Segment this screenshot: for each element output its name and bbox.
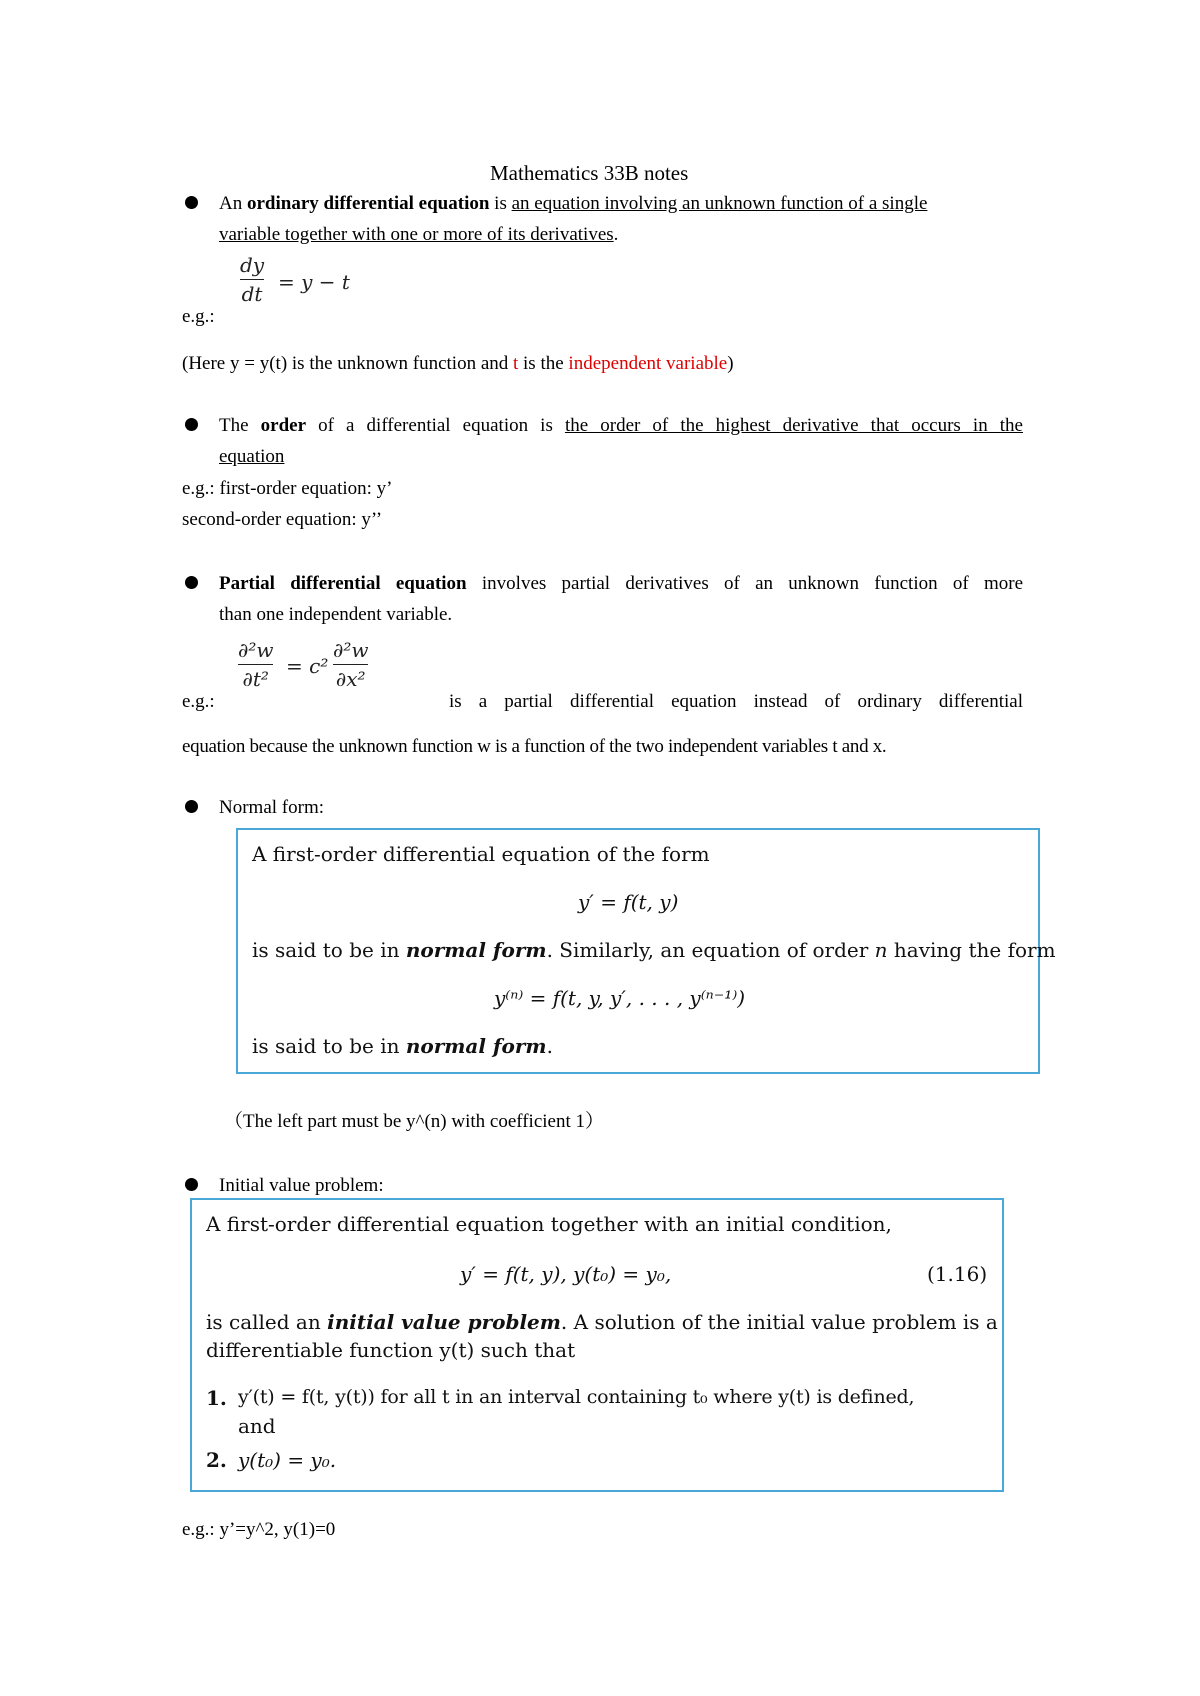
normal-form-heading: Normal form: [219,797,325,818]
ivp-item1-line1: y′(t) = f(t, y(t)) for all t in an interval containing t₀ where y(t) is defined, [238,1386,915,1408]
normal-form-definition-box [236,828,1056,1074]
ivp-equation: y′ = f(t, y), y(t₀) = y₀, [460,1262,672,1286]
bullet-icon [185,418,198,431]
bullet-icon [185,800,198,813]
ivp-item1-number: 1. [206,1386,227,1410]
ivp-box-line2: is called an initial value problem. A solution of the initial value problem is a [206,1310,998,1334]
ode-note: (Here y = y(t) is the unknown function and t is the independent variable) [182,353,734,374]
ode-eg-label: e.g.: [182,306,215,327]
ivp-item2-number: 2. [206,1448,227,1472]
normal-form-note: （The left part must be y^(n) with coefficient 1） [224,1111,605,1132]
ode-equation-rhs: = y − t [278,270,350,294]
ode-equation-fraction: dy dt [240,253,265,306]
bullet-icon [185,576,198,589]
ode-definition-line1: An ordinary differential equation is an equation involving an unknown function of a single [219,193,928,214]
pde-definition-line1: Partial differential equation involves partial derivatives of an unknown function of more [219,573,1024,594]
bullet-icon [185,1178,198,1191]
normal-form-box-line3: is said to be in normal form. [252,1034,553,1058]
page-title: Mathematics 33B notes [490,161,689,185]
ivp-example: e.g.: y’=y^2, y(1)=0 [182,1519,336,1540]
normal-form-box-line1: A first-order differential equation of the form [252,842,710,866]
pde-lhs-fraction: ∂²w ∂t² [238,638,274,691]
ivp-equation-number: (1.16) [927,1262,988,1286]
ivp-box-line3: differentiable function y(t) such that [206,1338,576,1362]
ivp-box-line1: A first-order differential equation together with an initial condition, [206,1212,892,1236]
ivp-heading: Initial value problem: [219,1175,384,1196]
order-definition-line1: The order of a differential equation is the order of the highest derivative that occurs in the [219,415,1023,436]
ivp-item2: y(t₀) = y₀. [238,1448,337,1472]
ode-definition-line2: variable together with one or more of its derivatives. [219,224,619,245]
ivp-definition-box [190,1198,1004,1492]
pde-rhs-fraction: ∂²w ∂x² [333,638,369,691]
order-example-second: second-order equation: y’’ [182,509,383,530]
normal-form-first-order-equation: y′ = f(t, y) [578,890,679,914]
pde-definition-line2: than one independent variable. [219,604,453,625]
normal-form-box-line2: is said to be in normal form. Similarly, an equation of order n having the form [252,938,1056,962]
bullet-icon [185,196,198,209]
pde-equals-c2: = c² [286,654,329,678]
normal-form-nth-order-equation: y⁽ⁿ⁾ = f(t, y, y′, . . . , y⁽ⁿ⁻¹⁾) [494,986,746,1010]
pde-eg-label: e.g.: [182,691,215,712]
pde-explanation-line2: equation because the unknown function w is a function of the two independent variables t and x. [182,736,887,757]
order-definition-line2: equation [219,446,285,467]
pde-explanation-line1: is a partial differential equation instead of ordinary differential [449,691,1023,712]
order-example-first: e.g.: first-order equation: y’ [182,478,393,499]
ivp-item1-line2: and [238,1414,276,1438]
